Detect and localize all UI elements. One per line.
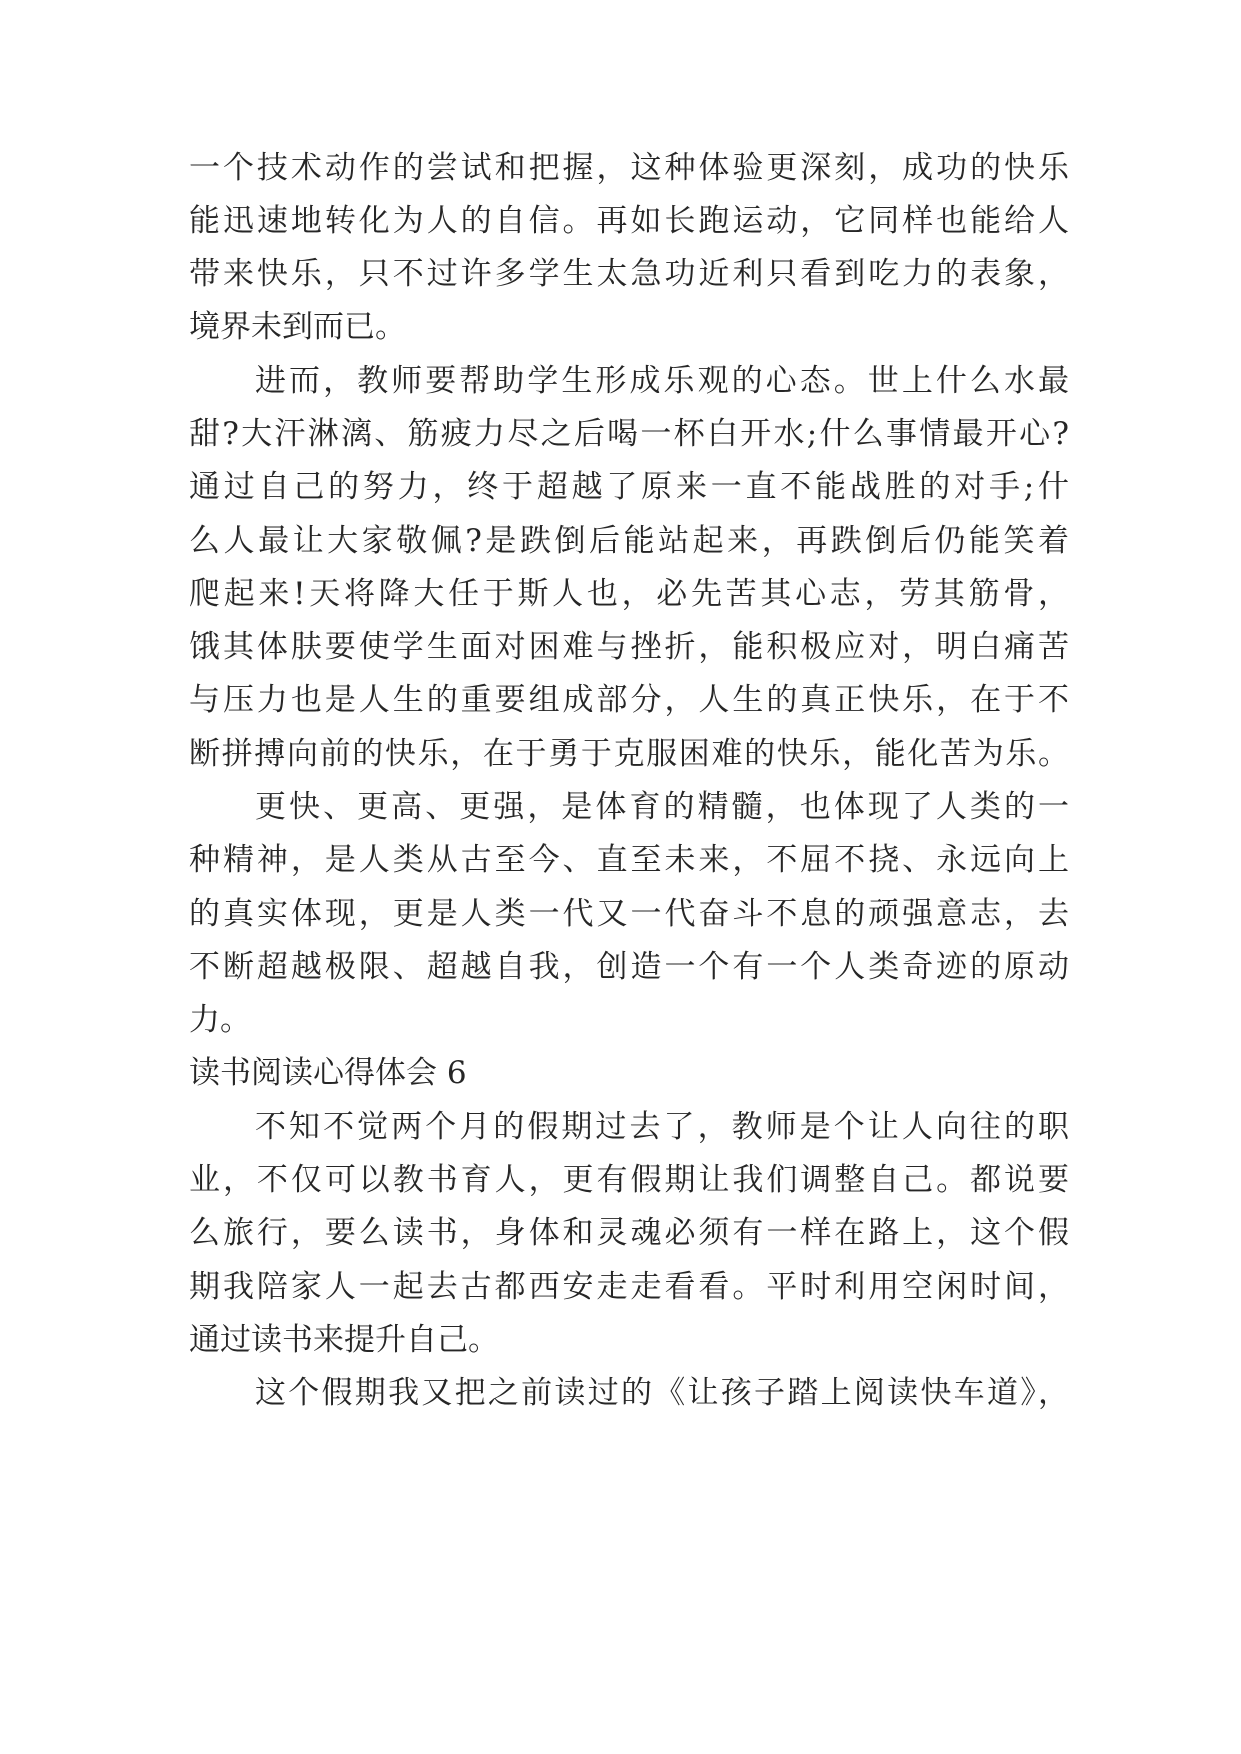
paragraph-line: 通过自己的努力，终于超越了原来一直不能战胜的对手;什 [189, 469, 1069, 505]
paragraph-line: 力。 [189, 1002, 251, 1038]
paragraph-line: 么人最让大家敬佩?是跌倒后能站起来，再跌倒后仍能笑着 [189, 523, 1069, 559]
paragraph-line: 甜?大汗淋漓、筋疲力尽之后喝一杯白开水;什么事情最开心? [189, 416, 1069, 452]
paragraph-line: 爬起来!天将降大任于斯人也，必先苦其心志，劳其筋骨， [189, 576, 1069, 612]
paragraph-line: 么旅行，要么读书，身体和灵魂必须有一样在路上，这个假 [189, 1215, 1069, 1251]
paragraph-line: 种精神，是人类从古至今、直至未来，不屈不挠、永远向上 [189, 842, 1069, 878]
paragraph-line: 断拼搏向前的快乐，在于勇于克服困难的快乐，能化苦为乐。 [189, 736, 1069, 772]
paragraph-line: 境界未到而已。 [189, 309, 406, 345]
paragraph-line: 更快、更高、更强，是体育的精髓，也体现了人类的一 [255, 789, 1069, 825]
paragraph-line: 业，不仅可以教书育人，更有假期让我们调整自己。都说要 [189, 1162, 1069, 1198]
paragraph-line: 与压力也是人生的重要组成部分，人生的真正快乐，在于不 [189, 682, 1069, 718]
paragraph-line: 能迅速地转化为人的自信。再如长跑运动，它同样也能给人 [189, 203, 1069, 239]
paragraph-line: 通过读书来提升自己。 [189, 1322, 499, 1358]
section-heading: 读书阅读心得体会 6 [189, 1055, 467, 1091]
paragraph-line: 进而，教师要帮助学生形成乐观的心态。世上什么水最 [255, 363, 1069, 399]
paragraph-line: 这个假期我又把之前读过的《让孩子踏上阅读快车道》， [255, 1375, 1069, 1411]
paragraph-line: 不知不觉两个月的假期过去了，教师是个让人向往的职 [255, 1109, 1069, 1145]
paragraph-line: 期我陪家人一起去古都西安走走看看。平时利用空闲时间， [189, 1269, 1069, 1305]
paragraph-line: 不断超越极限、超越自我，创造一个有一个人类奇迹的原动 [189, 949, 1069, 985]
paragraph-line: 饿其体肤要使学生面对困难与挫折，能积极应对，明白痛苦 [189, 629, 1069, 665]
paragraph-line: 一个技术动作的尝试和把握，这种体验更深刻，成功的快乐 [189, 150, 1069, 186]
paragraph-line: 带来快乐，只不过许多学生太急功近利只看到吃力的表象， [189, 256, 1069, 292]
paragraph-line: 的真实体现，更是人类一代又一代奋斗不息的顽强意志，去 [189, 896, 1069, 932]
